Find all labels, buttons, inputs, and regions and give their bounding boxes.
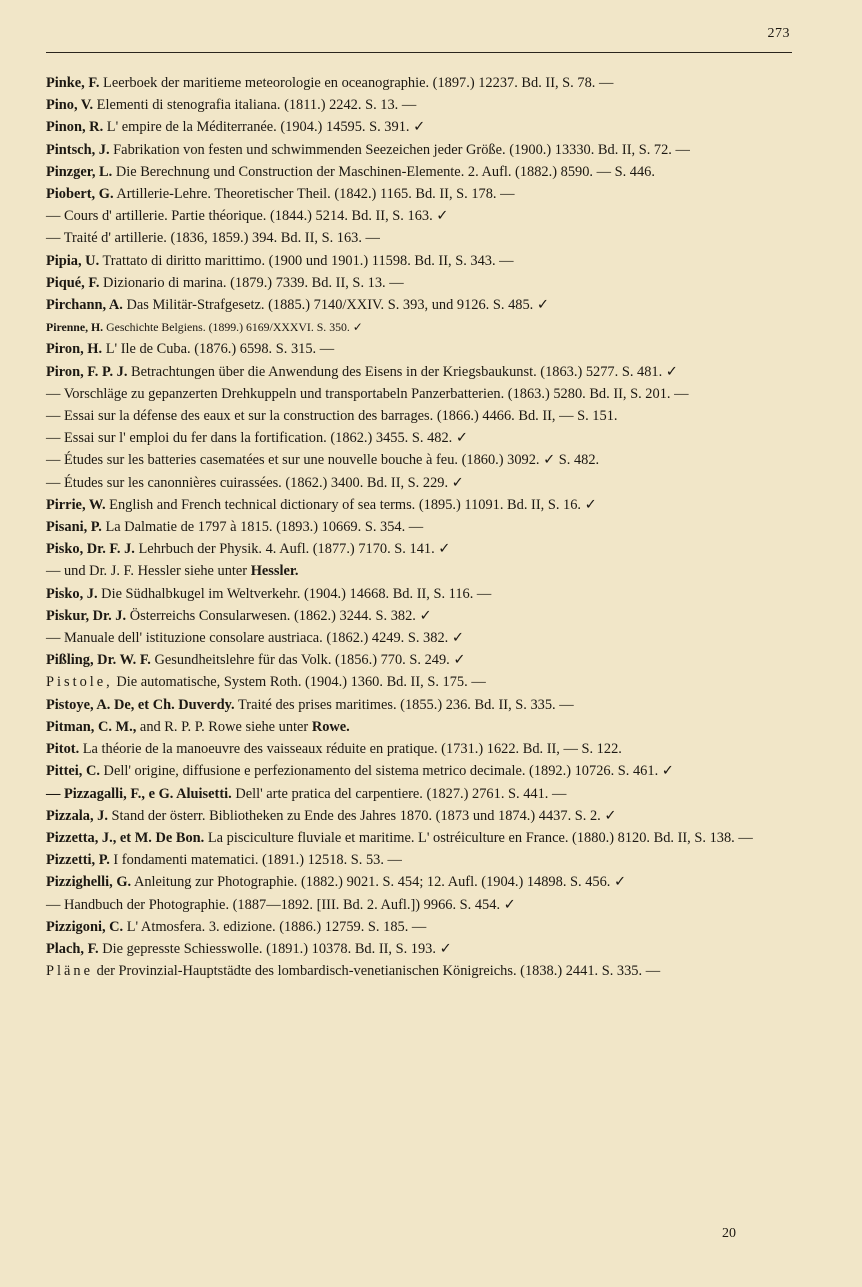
page-number: 273 xyxy=(767,26,790,41)
entry-keyword: Pläne xyxy=(46,963,93,980)
catalog-entry xyxy=(46,116,791,138)
entry-text: Trattato di diritto marittimo. (1900 und 1901.) 11598. Bd. II, S. 343. — xyxy=(99,252,514,269)
entry-author: Pitot. xyxy=(46,741,80,758)
entry-author: Pistoye, A. De, et Ch. Duverdy. xyxy=(46,696,235,713)
entry-author: Pisko, J. xyxy=(46,585,98,602)
entry-text: Die gepresste Schiesswolle. (1891.) 10378. Bd. II, S. 193. ✓ xyxy=(98,940,452,957)
entry-text: Österreichs Consularwesen. (1862.) 3244. S. 382. ✓ xyxy=(126,607,432,624)
catalog-entry xyxy=(46,560,791,582)
catalog-entry xyxy=(46,183,791,205)
entry-author: Pipia, U. xyxy=(46,252,100,269)
entry-text: Fabrikation von festen und schwimmenden Seezeichen jeder Größe. (1900.) 13330. Bd. II, S. 72. — xyxy=(109,141,690,158)
catalog-entry xyxy=(46,760,791,782)
entry-text: and R. P. P. Rowe siehe unter xyxy=(136,718,312,735)
entry-author: Pino, V. xyxy=(46,97,94,114)
entry-text: Stand der österr. Bibliotheken zu Ende des Jahres 1870. (1873 und 1874.) 4437. S. 2. ✓ xyxy=(107,807,617,824)
catalog-entry xyxy=(46,161,791,183)
catalog-entry xyxy=(46,649,791,671)
entry-text: La Dalmatie de 1797 à 1815. (1893.) 10669. S. 354. — xyxy=(101,519,424,536)
entry-author: Pizzetti, P. xyxy=(46,852,110,869)
entry-text: Dell' origine, diffusione e perfezionamento del sistema metrico decimale. (1892.) 10726. S. 461. ✓ xyxy=(99,763,674,780)
catalog-entry xyxy=(46,494,791,516)
entry-author: Pirrie, W. xyxy=(46,496,106,513)
entry-author: Pizzigoni, C. xyxy=(46,918,124,935)
catalog-entry xyxy=(46,960,791,982)
entry-text: — Essai sur l' emploi du fer dans la fortification. (1862.) 3455. S. 482. ✓ xyxy=(46,430,468,447)
entry-author: Pisko, Dr. F. J. xyxy=(46,541,135,558)
entry-text: L' Atmosfera. 3. edizione. (1886.) 12759. S. 185. — xyxy=(123,918,427,935)
catalog-entry xyxy=(46,894,791,916)
entry-author: Piron, H. xyxy=(46,341,103,358)
catalog-entry xyxy=(46,338,791,360)
entry-author: Piskur, Dr. J. xyxy=(46,607,127,624)
entry-author: Pizzetta, J., et M. De Bon. xyxy=(46,829,205,846)
entry-text: I fondamenti matematici. (1891.) 12518. S. 53. — xyxy=(109,852,402,869)
catalog-entry xyxy=(46,516,791,538)
catalog-entry xyxy=(46,472,791,494)
catalog-entry xyxy=(46,671,791,693)
entry-text: — Essai sur la défense des eaux et sur la construction des barrages. (1866.) 4466. Bd. II, — S. 151. xyxy=(46,408,618,425)
entry-text: La théorie de la manoeuvre des vaisseaux réduite en pratique. (1731.) 1622. Bd. II, — S. 122. xyxy=(79,741,622,758)
catalog-entry xyxy=(46,694,791,716)
catalog-entry xyxy=(46,250,791,272)
entry-author: Pirchann, A. xyxy=(46,297,123,314)
entry-author: Pinzger, L. xyxy=(46,163,113,180)
entry-text: Anleitung zur Photographie. (1882.) 9021. S. 454; 12. Aufl. (1904.) 14898. S. 456. ✓ xyxy=(131,874,627,891)
entry-text: Traité des prises maritimes. (1855.) 236. Bd. II, S. 335. — xyxy=(234,696,574,713)
entry-text: Leerboek der maritieme meteorologie en oceanographie. (1897.) 12237. Bd. II, S. 78. — xyxy=(99,75,614,91)
catalog-entry xyxy=(46,738,791,760)
entry-text: Dizionario di marina. (1879.) 7339. Bd. II, S. 13. — xyxy=(99,274,404,291)
catalog-entry xyxy=(46,94,791,116)
catalog-entry xyxy=(46,827,791,849)
entry-author: — Pizzagalli, F., e G. Aluisetti. xyxy=(46,785,232,802)
entry-text: Die Berechnung und Construction der Maschinen-Elemente. 2. Aufl. (1882.) 8590. — S. 446. xyxy=(112,163,655,180)
entry-author: Piobert, G. xyxy=(46,186,114,203)
entry-author: Pizzala, J. xyxy=(46,807,108,824)
entry-text: Die Südhalbkugel im Weltverkehr. (1904.) 14668. Bd. II, S. 116. — xyxy=(97,585,492,602)
entry-keyword: Pistole, xyxy=(46,674,113,691)
catalog-entry xyxy=(46,871,791,893)
catalog-entry xyxy=(46,849,791,871)
catalog-entry xyxy=(46,938,791,960)
entry-author: Piqué, F. xyxy=(46,274,100,291)
entry-crossref: Rowe. xyxy=(311,718,350,735)
catalog-entry xyxy=(46,72,791,94)
catalog-entry xyxy=(46,139,791,161)
entry-text: — Vorschläge zu gepanzerten Drehkuppeln und transportabeln Panzerbatterien. (1863.) 5280. Bd. II, S. 201. — xyxy=(46,385,689,402)
signature-mark: 20 xyxy=(722,1226,736,1241)
entry-author: Pittei, C. xyxy=(46,763,100,780)
catalog-entry xyxy=(46,361,791,383)
entry-text: Lehrbuch der Physik. 4. Aufl. (1877.) 7170. S. 141. ✓ xyxy=(134,541,451,558)
entry-text: Geschichte Belgiens. (1899.) 6169/XXXVI. S. 350. ✓ xyxy=(103,320,363,335)
entry-text: der Provinzial-Hauptstädte des lombardisch-venetianischen Königreichs. (1838.) 2441. S. 335. — xyxy=(92,963,661,980)
catalog-entry xyxy=(46,716,791,738)
catalog-entry xyxy=(46,916,791,938)
entry-crossref: Hessler. xyxy=(250,563,299,580)
entry-text: — und Dr. J. F. Hessler siehe unter xyxy=(46,563,251,580)
catalog-entry xyxy=(46,583,791,605)
entry-author: Pißling, Dr. W. F. xyxy=(46,652,151,669)
entry-text: Gesundheitslehre für das Volk. (1856.) 770. S. 249. ✓ xyxy=(150,652,466,669)
catalog-entry xyxy=(46,783,791,805)
entry-author: Pisani, P. xyxy=(46,519,102,536)
entry-text: Dell' arte pratica del carpentiere. (1827.) 2761. S. 441. — xyxy=(231,785,567,802)
catalog-entry xyxy=(46,427,791,449)
entry-author: Plach, F. xyxy=(46,940,99,957)
catalog-entry xyxy=(46,227,791,249)
entry-text: — Cours d' artillerie. Partie théorique. (1844.) 5214. Bd. II, S. 163. ✓ xyxy=(46,208,449,225)
catalog-entry xyxy=(46,805,791,827)
entry-author: Pinon, R. xyxy=(46,119,104,136)
catalog-entry xyxy=(46,316,791,338)
catalog-entry xyxy=(46,294,791,316)
entry-text: — Manuale dell' istituzione consolare austriaca. (1862.) 4249. S. 382. ✓ xyxy=(46,630,464,647)
entry-author: Pintsch, J. xyxy=(46,141,110,158)
entry-author: Piron, F. P. J. xyxy=(46,363,128,380)
catalog-entry xyxy=(46,383,791,405)
entry-text: La pisciculture fluviale et maritime. L' ostréiculture en France. (1880.) 8120. Bd. II, S. 138. — xyxy=(204,829,753,846)
catalog-entry xyxy=(46,627,791,649)
catalog-entry xyxy=(46,405,791,427)
entry-text: L' Ile de Cuba. (1876.) 6598. S. 315. — xyxy=(102,341,335,358)
entry-text: English and French technical dictionary of sea terms. (1895.) 11091. Bd. II, S. 16. ✓ xyxy=(105,496,597,513)
entry-text: L' empire de la Méditerranée. (1904.) 14595. S. 391. ✓ xyxy=(103,119,426,136)
entry-text: — Études sur les canonnières cuirassées. (1862.) 3400. Bd. II, S. 229. ✓ xyxy=(46,474,464,491)
entry-author: Pirenne, H. xyxy=(46,320,104,335)
catalog-entry xyxy=(46,449,791,471)
catalog-entry xyxy=(46,605,791,627)
entry-author: Pizzighelli, G. xyxy=(46,874,132,891)
entry-text: Artillerie-Lehre. Theoretischer Theil. (1842.) 1165. Bd. II, S. 178. — xyxy=(113,186,515,203)
entry-author: Pitman, C. M., xyxy=(46,718,137,735)
entry-text: Das Militär-Strafgesetz. (1885.) 7140/XXIV. S. 393, und 9126. S. 485. ✓ xyxy=(122,297,549,314)
catalog-entry xyxy=(46,272,791,294)
entry-text: — Handbuch der Photographie. (1887—1892. [III. Bd. 2. Aufl.]) 9966. S. 454. ✓ xyxy=(46,896,516,913)
entry-text: Die automatische, System Roth. (1904.) 1360. Bd. II, S. 175. — xyxy=(112,674,486,691)
entry-text: Betrachtungen über die Anwendung des Eisens in der Kriegsbaukunst. (1863.) 5277. S. 481. ✓ xyxy=(127,363,678,380)
entry-list xyxy=(46,72,791,982)
header-rule xyxy=(46,52,792,53)
catalog-entry xyxy=(46,205,791,227)
entry-text: — Traité d' artillerie. (1836, 1859.) 394. Bd. II, S. 163. — xyxy=(46,230,380,247)
catalog-entry xyxy=(46,538,791,560)
entry-text: — Études sur les batteries casematées et sur une nouvelle bouche à feu. (1860.) 3092. ✓ S. 482. xyxy=(46,452,600,469)
entry-author: Pinke, F. xyxy=(46,75,100,91)
entry-text: Elementi di stenografia italiana. (1811.) 2242. S. 13. — xyxy=(93,97,417,114)
